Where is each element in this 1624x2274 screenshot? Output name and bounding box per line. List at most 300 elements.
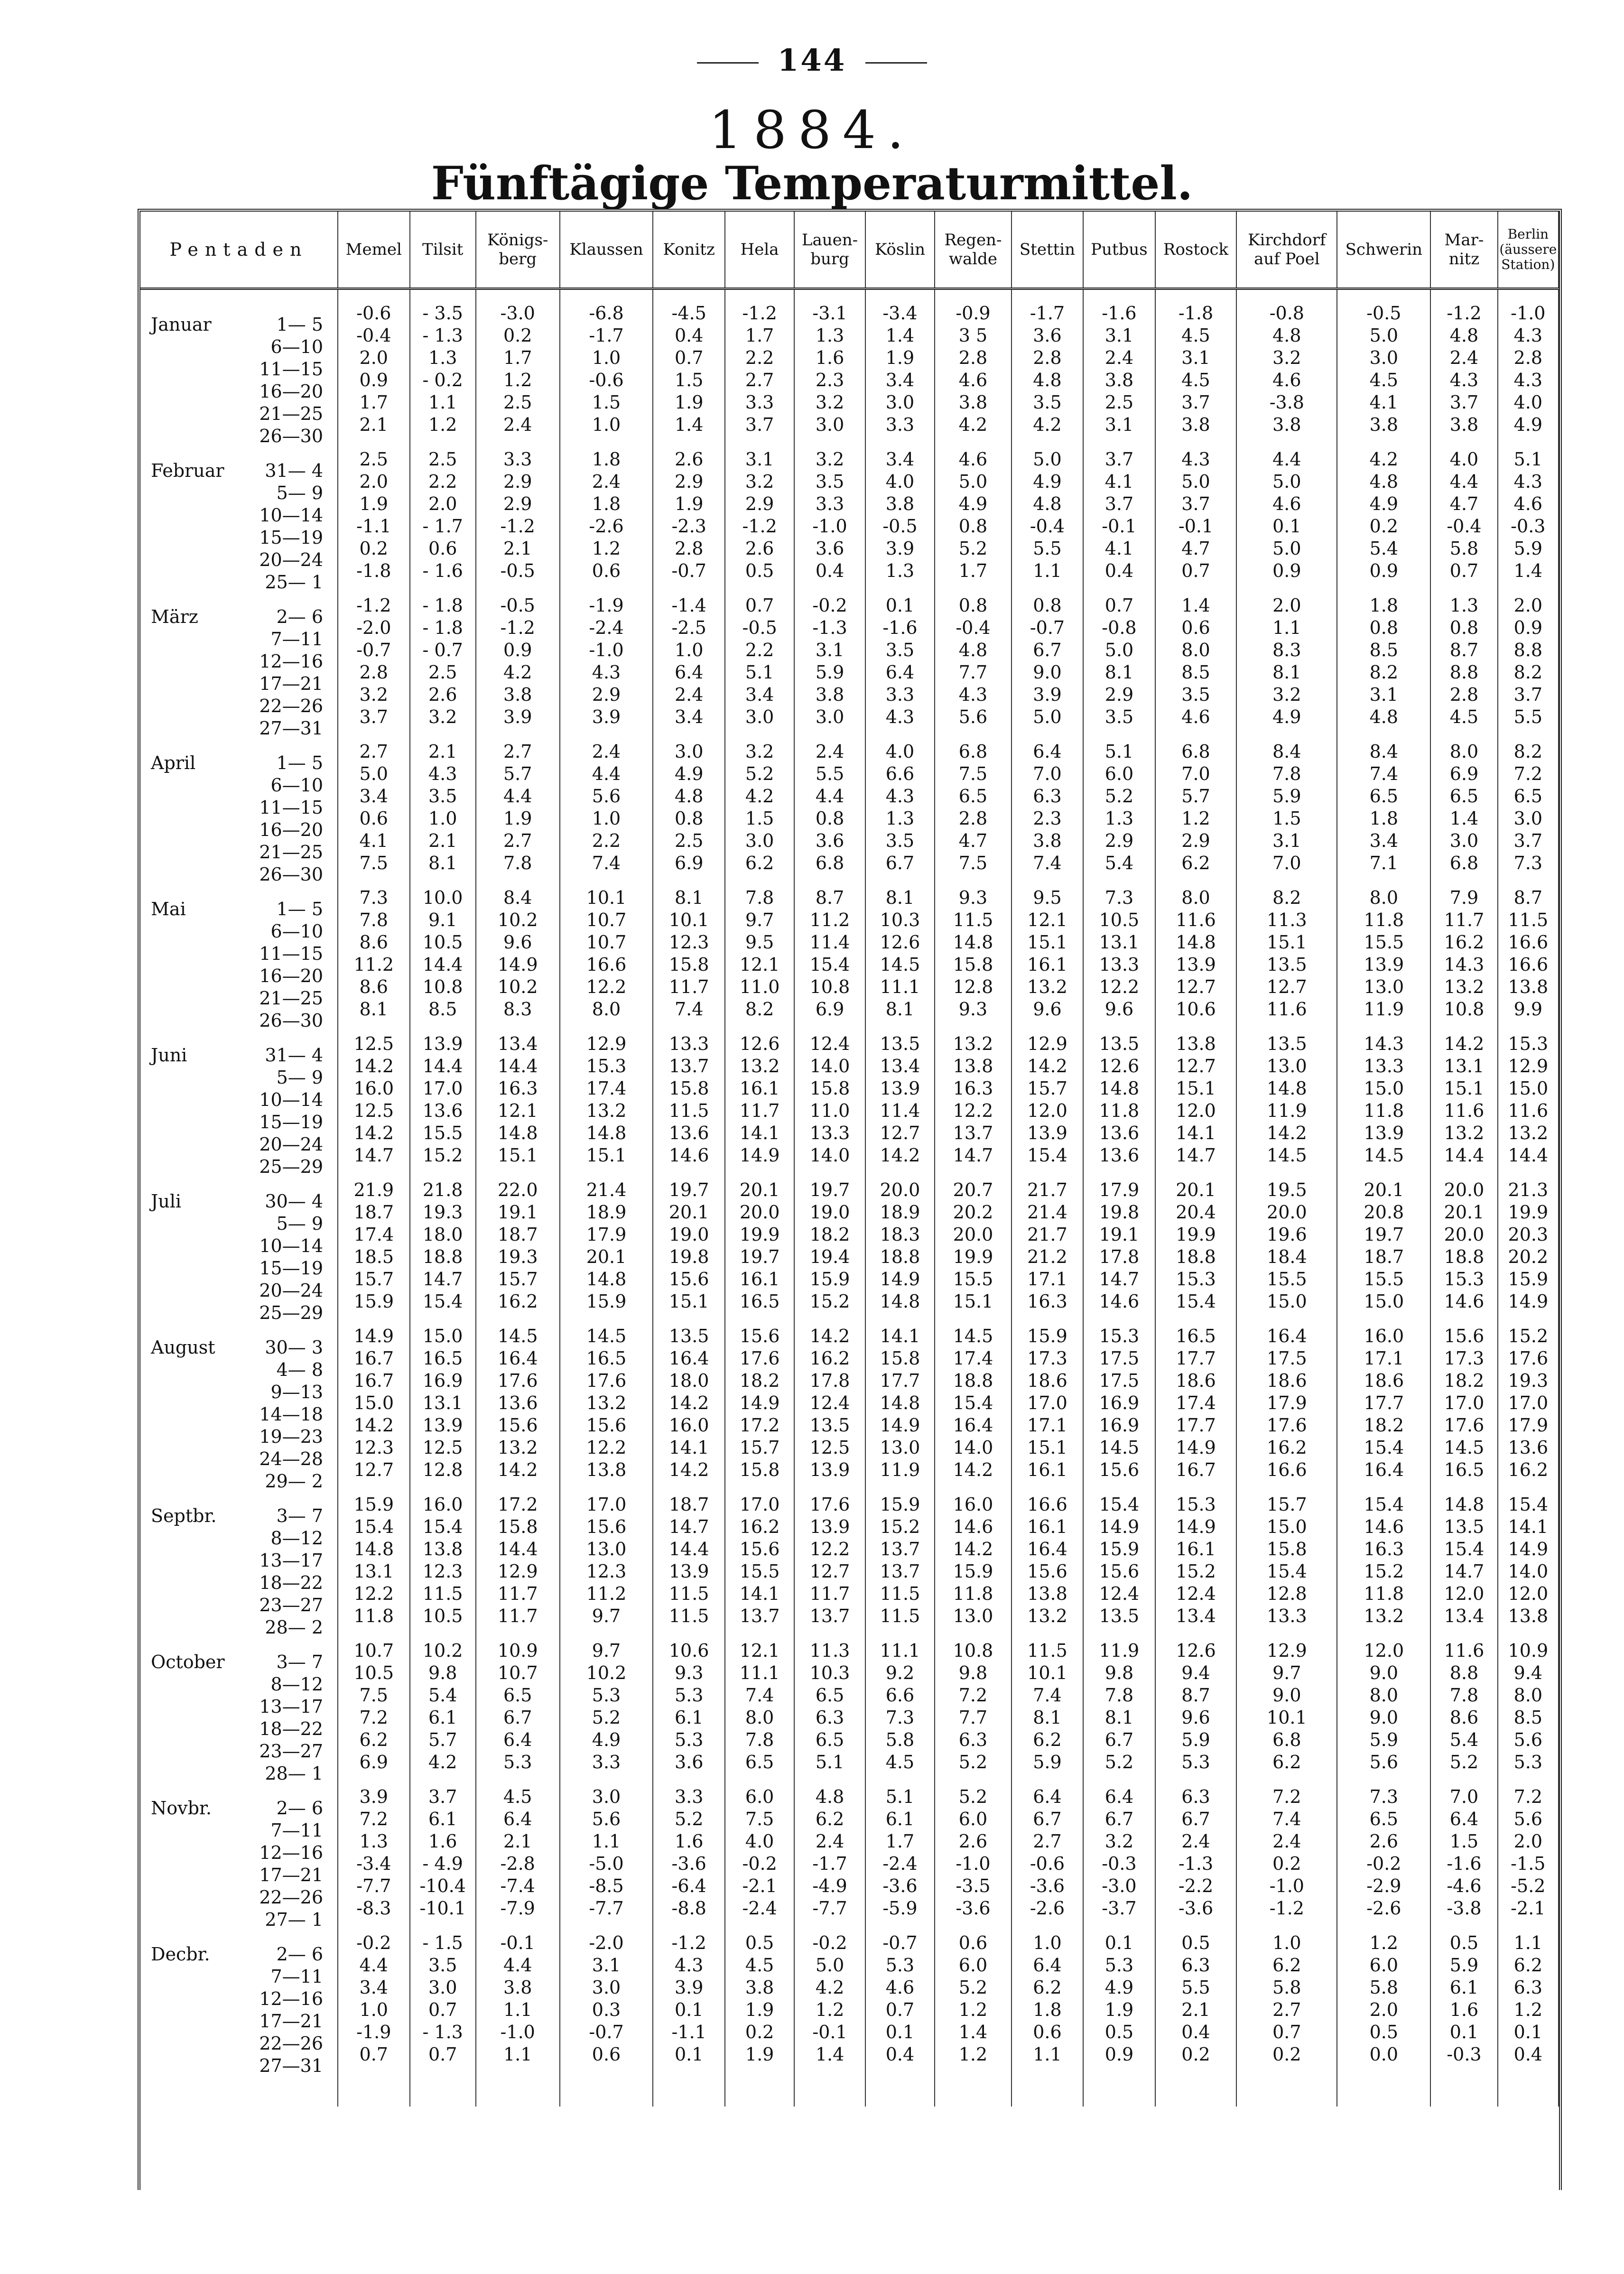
pentade-cell <box>140 639 338 672</box>
temperature-cell: 13.0 <box>935 1605 1012 1627</box>
temperature-cell: 9.4 <box>1155 1662 1237 1684</box>
spacer-cell <box>935 1021 1012 1033</box>
temperature-cell: 6.0 <box>725 1786 794 1808</box>
temperature-cell: 5.2 <box>935 1977 1012 1999</box>
table-row <box>140 684 1559 706</box>
spacer-cell <box>410 1021 476 1033</box>
filler-cell <box>1012 2078 1083 2107</box>
temperature-cell: 13.6 <box>1498 1437 1559 1459</box>
temperature-cell: 12.5 <box>410 1437 476 1459</box>
temperature-cell: 2.8 <box>1012 347 1083 369</box>
temperature-cell: 2.9 <box>560 684 653 706</box>
temperature-cell: 4.9 <box>1236 706 1337 728</box>
spacer-cell <box>935 2066 1012 2078</box>
filler-cell <box>140 2078 338 2107</box>
temperature-cell: 9.0 <box>1337 1707 1430 1729</box>
table-row <box>140 1684 1559 1707</box>
temperature-cell: 12.8 <box>935 976 1012 998</box>
temperature-cell: 5.3 <box>1155 1751 1237 1773</box>
temperature-cell: 11.2 <box>794 909 865 931</box>
table-frame <box>138 209 1562 2190</box>
spacer-cell <box>1083 1481 1155 1494</box>
temperature-cell: 1.4 <box>1155 594 1237 617</box>
temperature-cell: 8.1 <box>1236 661 1337 684</box>
spacer-cell <box>865 1627 935 1640</box>
temperature-cell: 0.8 <box>1337 617 1430 639</box>
temperature-cell: 13.9 <box>410 1033 476 1055</box>
temperature-cell: 14.6 <box>1337 1516 1430 1538</box>
temperature-cell: 13.9 <box>794 1459 865 1481</box>
temperature-cell: 10.1 <box>1012 1662 1083 1684</box>
temperature-cell: 20.8 <box>1337 1201 1430 1224</box>
temperature-cell: 17.9 <box>1498 1414 1559 1437</box>
temperature-cell: 4.1 <box>1083 538 1155 560</box>
temperature-cell: 14.0 <box>794 1144 865 1167</box>
column-header: Kirchdorf auf Poel <box>1236 212 1337 289</box>
spacer-cell <box>1337 1627 1430 1640</box>
temperature-cell: 14.5 <box>560 1325 653 1347</box>
temperature-cell: 13.1 <box>1083 931 1155 954</box>
table-row <box>140 1707 1559 1729</box>
table-row <box>140 1179 1559 1201</box>
temperature-cell: 6.5 <box>1498 785 1559 808</box>
table-row <box>140 1122 1559 1144</box>
temperature-cell: 18.2 <box>1337 1414 1430 1437</box>
temperature-cell: 7.4 <box>1012 1684 1083 1707</box>
temperature-cell: 15.8 <box>653 1077 724 1100</box>
temperature-cell: 3.0 <box>653 741 724 763</box>
temperature-cell: -1.6 <box>1430 1853 1497 1875</box>
spacer-cell <box>560 1627 653 1640</box>
temperature-cell: -1.0 <box>1236 1875 1337 1897</box>
temperature-cell: 14.4 <box>476 1055 560 1077</box>
table-row <box>140 391 1559 414</box>
temperature-cell: 2.5 <box>338 448 409 471</box>
temperature-cell: 0.1 <box>865 594 935 617</box>
temperature-cell: 16.7 <box>338 1370 409 1392</box>
temperature-cell: 0.1 <box>1083 1932 1155 1954</box>
pentade-cell <box>140 741 338 773</box>
spacer-cell <box>1155 436 1237 448</box>
temperature-cell: 5.6 <box>560 785 653 808</box>
pentade-range: 2— 6 <box>276 1943 324 1965</box>
spacer-cell <box>935 874 1012 887</box>
spacer-cell <box>1236 1021 1337 1033</box>
pentade-range: 26—30 <box>259 425 324 446</box>
temperature-cell: 6.3 <box>1012 785 1083 808</box>
temperature-cell: 16.1 <box>725 1268 794 1290</box>
spacer-row <box>140 436 1559 448</box>
temperature-cell: -3.7 <box>1083 1897 1155 1920</box>
temperature-cell: 7.8 <box>1430 1684 1497 1707</box>
temperature-cell: 16.1 <box>1012 954 1083 976</box>
table-row <box>140 302 1559 325</box>
temperature-cell: 15.5 <box>1337 1268 1430 1290</box>
temperature-cell: 6.0 <box>1337 1954 1430 1977</box>
temperature-cell: 8.4 <box>1337 741 1430 763</box>
temperature-cell: 0.5 <box>1155 1932 1237 1954</box>
temperature-cell: 14.8 <box>560 1268 653 1290</box>
temperature-cell: 17.4 <box>560 1077 653 1100</box>
temperature-cell: -0.7 <box>338 639 409 661</box>
temperature-cell: 4.2 <box>725 785 794 808</box>
spacer-cell <box>1012 1773 1083 1786</box>
spacer-cell <box>1430 1167 1497 1179</box>
temperature-cell: 2.0 <box>1498 1830 1559 1853</box>
table-row <box>140 1055 1559 1077</box>
temperature-cell: -8.8 <box>653 1897 724 1920</box>
temperature-cell: 14.7 <box>410 1268 476 1290</box>
page-title: Fünftägige Temperaturmittel. <box>431 157 1193 210</box>
temperature-cell: 14.4 <box>410 954 476 976</box>
temperature-cell: 1.4 <box>865 325 935 347</box>
temperature-cell: 8.3 <box>1236 639 1337 661</box>
spacer-cell <box>476 1167 560 1179</box>
temperature-cell: 15.1 <box>476 1144 560 1167</box>
spacer-cell <box>1337 1167 1430 1179</box>
temperature-cell: 18.8 <box>865 1246 935 1268</box>
temperature-cell: 20.4 <box>1155 1201 1237 1224</box>
spacer-cell <box>1337 2066 1430 2078</box>
temperature-cell: 8.5 <box>410 998 476 1021</box>
temperature-cell: 8.1 <box>653 887 724 909</box>
temperature-cell: 3.7 <box>1155 391 1237 414</box>
pentade-range: 7—11 <box>270 1819 324 1841</box>
temperature-cell: 3.2 <box>1236 684 1337 706</box>
temperature-cell: -3.6 <box>935 1897 1012 1920</box>
pentade-range: 1— 5 <box>276 314 324 335</box>
temperature-cell: 5.1 <box>1083 741 1155 763</box>
temperature-cell: 3.8 <box>1430 414 1497 436</box>
temperature-cell: 1.5 <box>1236 808 1337 830</box>
spacer-cell <box>1083 436 1155 448</box>
spacer-row <box>140 1773 1559 1786</box>
temperature-cell: 3.4 <box>725 684 794 706</box>
pentade-cell <box>140 1830 338 1863</box>
month-label: Februar <box>151 460 224 481</box>
column-header: Klaussen <box>560 212 653 289</box>
temperature-cell: 12.3 <box>338 1437 409 1459</box>
pentade-range: 8—12 <box>270 1527 324 1549</box>
temperature-cell: 7.2 <box>935 1684 1012 1707</box>
pentade-cell <box>140 1932 338 1965</box>
temperature-cell: 1.3 <box>865 560 935 582</box>
temperature-cell: 6.7 <box>1012 1808 1083 1830</box>
temperature-cell: -1.2 <box>1430 302 1497 325</box>
spacer-cell <box>1337 289 1430 303</box>
temperature-cell: 16.0 <box>338 1077 409 1100</box>
temperature-cell: 14.0 <box>794 1055 865 1077</box>
temperature-cell: - 3.5 <box>410 302 476 325</box>
temperature-cell: 2.1 <box>410 741 476 763</box>
temperature-cell: 12.9 <box>1236 1640 1337 1662</box>
temperature-cell: 17.0 <box>1498 1392 1559 1414</box>
temperature-cell: 10.1 <box>560 887 653 909</box>
temperature-cell: 1.0 <box>560 347 653 369</box>
temperature-cell: -0.5 <box>1337 302 1430 325</box>
temperature-cell: -3.8 <box>1236 391 1337 414</box>
temperature-cell: 14.5 <box>935 1325 1012 1347</box>
pentade-range: 21—25 <box>259 841 324 863</box>
temperature-cell: 0.8 <box>653 808 724 830</box>
spacer-cell <box>1155 1920 1237 1932</box>
temperature-cell: 21.2 <box>1012 1246 1083 1268</box>
temperature-cell: 14.5 <box>865 954 935 976</box>
page-number <box>0 43 1624 78</box>
temperature-cell: -7.7 <box>560 1897 653 1920</box>
temperature-cell: 14.8 <box>476 1122 560 1144</box>
temperature-cell: 3.5 <box>865 830 935 852</box>
pentade-range: 18—22 <box>259 1572 324 1593</box>
temperature-cell: 2.3 <box>794 369 865 391</box>
temperature-cell: 15.4 <box>1430 1538 1497 1560</box>
temperature-cell: 5.1 <box>1498 448 1559 471</box>
temperature-cell: -0.3 <box>1083 1853 1155 1875</box>
dash-left <box>697 62 759 64</box>
temperature-cell: 17.0 <box>1430 1392 1497 1414</box>
temperature-cell: 6.0 <box>935 1954 1012 1977</box>
pentade-cell <box>140 1100 338 1132</box>
temperature-cell: 1.9 <box>653 391 724 414</box>
temperature-cell: 15.3 <box>560 1055 653 1077</box>
pentade-range: 26—30 <box>259 1010 324 1031</box>
temperature-cell: 4.8 <box>1236 325 1337 347</box>
temperature-cell: 10.5 <box>338 1662 409 1684</box>
temperature-cell: 5.4 <box>1337 538 1430 560</box>
temperature-cell: 14.9 <box>1498 1290 1559 1313</box>
temperature-cell: 14.4 <box>1498 1144 1559 1167</box>
temperature-cell: 15.8 <box>865 1347 935 1370</box>
temperature-cell: 1.9 <box>865 347 935 369</box>
temperature-cell: -0.6 <box>1012 1853 1083 1875</box>
table-row <box>140 976 1559 998</box>
table-row <box>140 1751 1559 1773</box>
temperature-cell: 13.7 <box>653 1055 724 1077</box>
temperature-cell: 2.2 <box>725 347 794 369</box>
temperature-cell: 0.6 <box>1155 617 1237 639</box>
temperature-cell: 4.2 <box>794 1977 865 1999</box>
temperature-cell: 15.4 <box>935 1392 1012 1414</box>
pentade-range: 16—20 <box>259 819 324 840</box>
pentade-cell <box>140 560 338 593</box>
temperature-cell: 8.3 <box>476 998 560 1021</box>
column-header: Tilsit <box>410 212 476 289</box>
temperature-cell: 9.2 <box>865 1662 935 1684</box>
temperature-cell: 0.8 <box>794 808 865 830</box>
temperature-cell: 18.3 <box>865 1224 935 1246</box>
temperature-cell: 11.5 <box>653 1605 724 1627</box>
temperature-cell: 0.4 <box>865 2043 935 2066</box>
temperature-cell: 14.6 <box>1430 1290 1497 1313</box>
temperature-cell: 14.5 <box>1337 1144 1430 1167</box>
temperature-cell: 13.5 <box>794 1414 865 1437</box>
temperature-cell: 2.4 <box>1155 1830 1237 1853</box>
temperature-cell: 16.6 <box>560 954 653 976</box>
spacer-cell <box>865 1021 935 1033</box>
spacer-cell <box>794 1920 865 1932</box>
pentade-cell <box>140 1662 338 1695</box>
spacer-cell <box>1498 289 1559 303</box>
temperature-cell: 6.4 <box>1012 741 1083 763</box>
pentade-cell <box>140 1347 338 1380</box>
pentade-cell <box>140 1786 338 1819</box>
temperature-cell: 15.8 <box>935 954 1012 976</box>
filler-cell <box>410 2078 476 2107</box>
temperature-cell: 6.5 <box>476 1684 560 1707</box>
temperature-cell: 12.7 <box>338 1459 409 1481</box>
temperature-cell: 1.9 <box>653 493 724 515</box>
spacer-cell <box>1155 874 1237 887</box>
temperature-cell: 0.7 <box>1083 594 1155 617</box>
spacer-cell <box>794 1313 865 1325</box>
temperature-cell: 1.1 <box>560 1830 653 1853</box>
temperature-cell: 3.0 <box>1430 830 1497 852</box>
column-header: Regen-walde <box>935 212 1012 289</box>
temperature-cell: 0.1 <box>865 2021 935 2043</box>
spacer-cell <box>410 1773 476 1786</box>
temperature-cell: 12.6 <box>1083 1055 1155 1077</box>
temperature-cell: 1.8 <box>560 493 653 515</box>
temperature-cell: 2.6 <box>1337 1830 1430 1853</box>
temperature-cell: 11.8 <box>1083 1100 1155 1122</box>
temperature-cell: 15.6 <box>1012 1560 1083 1583</box>
temperature-cell: 11.7 <box>1430 909 1497 931</box>
temperature-cell: 4.0 <box>725 1830 794 1853</box>
spacer-cell <box>1430 289 1497 303</box>
temperature-cell: 0.6 <box>935 1932 1012 1954</box>
temperature-cell: 14.8 <box>935 931 1012 954</box>
temperature-cell: 18.6 <box>1155 1370 1237 1392</box>
temperature-cell: 15.9 <box>560 1290 653 1313</box>
temperature-cell: - 1.3 <box>410 325 476 347</box>
temperature-cell: -6.4 <box>653 1875 724 1897</box>
temperature-cell: 3.8 <box>794 684 865 706</box>
temperature-cell: 4.8 <box>1337 471 1430 493</box>
temperature-cell: 6.9 <box>794 998 865 1021</box>
temperature-cell: 16.6 <box>1498 954 1559 976</box>
temperature-cell: 9.8 <box>935 1662 1012 1684</box>
temperature-cell: 21.7 <box>1012 1179 1083 1201</box>
temperature-cell: 16.1 <box>1155 1538 1237 1560</box>
temperature-cell: -1.0 <box>1498 302 1559 325</box>
temperature-cell: 16.4 <box>653 1347 724 1370</box>
temperature-cell: 5.2 <box>560 1707 653 1729</box>
spacer-cell <box>476 582 560 594</box>
temperature-cell: -3.6 <box>865 1875 935 1897</box>
temperature-cell: -2.4 <box>560 617 653 639</box>
temperature-cell: 8.0 <box>1337 1684 1430 1707</box>
temperature-cell: -4.6 <box>1430 1875 1497 1897</box>
temperature-cell: 1.2 <box>794 1999 865 2021</box>
spacer-cell <box>1012 1481 1083 1494</box>
temperature-cell: 7.8 <box>725 1729 794 1751</box>
temperature-cell: 15.1 <box>1236 931 1337 954</box>
temperature-cell: 17.1 <box>1012 1268 1083 1290</box>
table-row <box>140 1033 1559 1055</box>
temperature-cell: 20.0 <box>1430 1224 1497 1246</box>
temperature-cell: 5.2 <box>1430 1751 1497 1773</box>
spacer-cell <box>560 289 653 303</box>
temperature-cell: 19.0 <box>653 1224 724 1246</box>
spacer-cell <box>1012 289 1083 303</box>
temperature-cell: 6.3 <box>794 1707 865 1729</box>
temperature-cell: 12.9 <box>560 1033 653 1055</box>
temperature-cell: 4.9 <box>560 1729 653 1751</box>
pentade-range: 31— 4 <box>265 1044 324 1066</box>
temperature-cell: 13.7 <box>794 1605 865 1627</box>
filler-cell <box>338 2078 409 2107</box>
temperature-cell: 6.8 <box>1155 741 1237 763</box>
temperature-cell: 3.2 <box>725 471 794 493</box>
temperature-cell: 11.7 <box>476 1605 560 1627</box>
temperature-cell: 1.1 <box>1498 1932 1559 1954</box>
temperature-cell: 1.3 <box>865 808 935 830</box>
temperature-cell: 12.1 <box>1012 909 1083 931</box>
temperature-cell: 11.8 <box>1337 1100 1430 1122</box>
temperature-cell: 14.2 <box>338 1122 409 1144</box>
temperature-cell: 13.4 <box>865 1055 935 1077</box>
temperature-cell: 6.3 <box>1498 1977 1559 1999</box>
spacer-cell <box>725 874 794 887</box>
filler-cell <box>935 2078 1012 2107</box>
month-label: Juni <box>151 1044 187 1066</box>
temperature-cell: 7.5 <box>338 1684 409 1707</box>
temperature-cell: 5.8 <box>1236 1977 1337 1999</box>
temperature-cell: -1.9 <box>560 594 653 617</box>
temperature-cell: 1.2 <box>935 1999 1012 2021</box>
temperature-cell: 4.6 <box>1236 369 1337 391</box>
pentade-range: 30— 3 <box>265 1337 324 1358</box>
temperature-cell: 15.9 <box>1083 1538 1155 1560</box>
temperature-cell: 7.0 <box>1155 763 1237 785</box>
temperature-cell: -2.1 <box>1498 1897 1559 1920</box>
temperature-cell: 21.4 <box>560 1179 653 1201</box>
temperature-cell: 2.4 <box>1083 347 1155 369</box>
temperature-cell: 18.2 <box>725 1370 794 1392</box>
spacer-cell <box>476 1313 560 1325</box>
temperature-cell: 20.1 <box>725 1179 794 1201</box>
temperature-cell: 3.5 <box>410 1954 476 1977</box>
spacer-cell <box>865 1773 935 1786</box>
spacer-cell <box>1155 1481 1237 1494</box>
table-row <box>140 1932 1559 1954</box>
spacer-cell <box>338 1920 409 1932</box>
temperature-cell: 15.0 <box>1337 1077 1430 1100</box>
temperature-cell: 15.5 <box>935 1268 1012 1290</box>
temperature-cell: 15.4 <box>794 954 865 976</box>
temperature-cell: 13.6 <box>653 1122 724 1144</box>
temperature-cell: 16.0 <box>653 1414 724 1437</box>
temperature-cell: 15.3 <box>1155 1494 1237 1516</box>
temperature-cell: 15.3 <box>1083 1325 1155 1347</box>
temperature-cell: 4.3 <box>410 763 476 785</box>
temperature-cell: 4.4 <box>560 763 653 785</box>
pentade-range: 20—24 <box>259 1280 324 1301</box>
temperature-cell: 1.1 <box>1012 560 1083 582</box>
temperature-cell: 14.2 <box>338 1055 409 1077</box>
temperature-cell: 15.2 <box>1155 1560 1237 1583</box>
table-row <box>140 1729 1559 1751</box>
temperature-cell: 4.5 <box>725 1954 794 1977</box>
pentade-range: 24—28 <box>259 1448 324 1469</box>
temperature-cell: -1.4 <box>653 594 724 617</box>
spacer-cell <box>794 874 865 887</box>
column-header: Köslin <box>865 212 935 289</box>
temperature-cell: 8.1 <box>865 887 935 909</box>
temperature-cell: 19.1 <box>476 1201 560 1224</box>
temperature-cell: 5.9 <box>1236 785 1337 808</box>
temperature-cell: -1.2 <box>725 302 794 325</box>
